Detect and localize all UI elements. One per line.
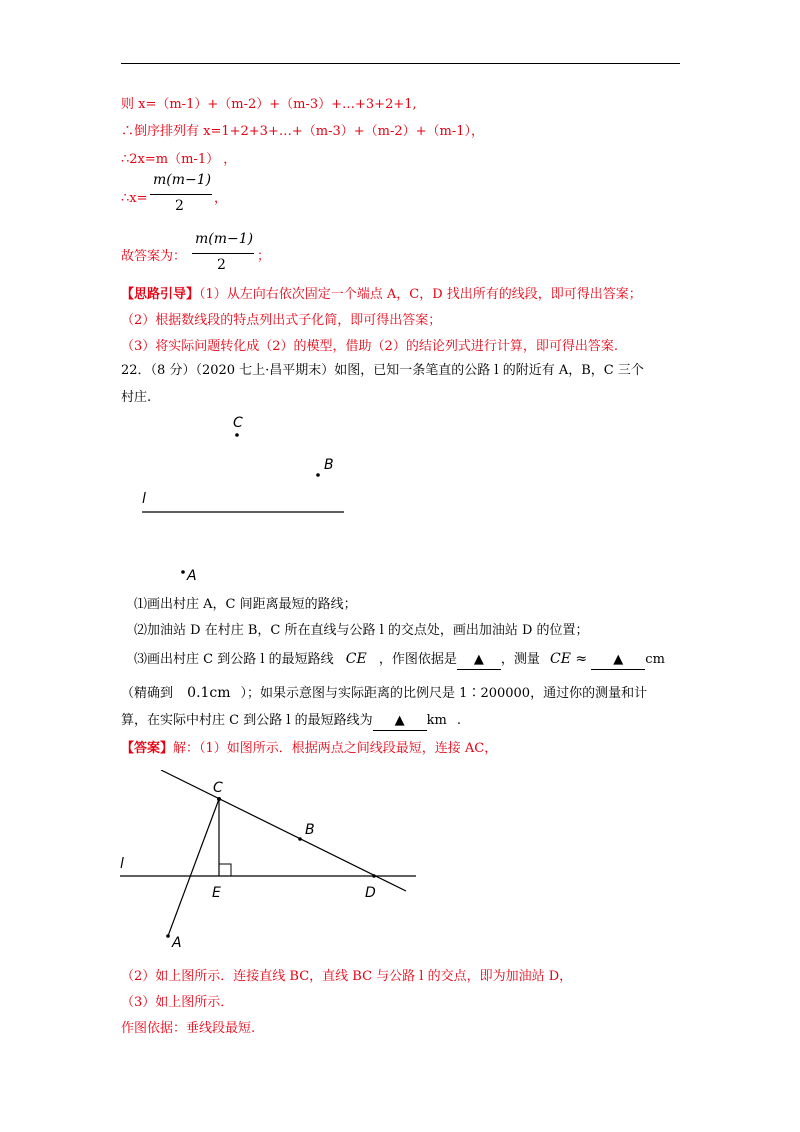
line-bc — [161, 770, 406, 891]
part-3-text-b: ，作图依据是 — [378, 652, 457, 667]
question-part-3 — [134, 650, 665, 670]
part-3-text-c: ，测量 — [500, 652, 540, 667]
question-header — [121, 362, 644, 380]
label-a: A — [187, 568, 197, 584]
label-c: C — [213, 780, 223, 796]
figure-solution — [115, 770, 425, 955]
precision-value: 0.1cm — [187, 685, 231, 701]
part-3-end: . — [456, 713, 461, 728]
question-header-text: （8 分）（2020 七上·昌平期末）如图，已知一条笔直的公路 l 的附近有 A，B，C 三个 — [150, 363, 644, 378]
part-3-scale-text: ）；如果示意图与实际距离的比例尺是 1∶200000，通过你的测量和计 — [240, 686, 648, 701]
question-number: 22． — [121, 363, 151, 378]
answer-suffix: ； — [257, 249, 271, 264]
unit-km: km — [426, 713, 447, 728]
question-part-3-line-3 — [121, 712, 461, 731]
hint-line-1 — [121, 286, 642, 304]
hint-item-2: （2）根据数线段的特点列出式子化简，即可得出答案； — [121, 313, 442, 328]
point-b — [316, 473, 320, 477]
segment-ce: CE — [345, 651, 367, 667]
label-a: A — [172, 935, 182, 951]
unit-cm: cm — [645, 652, 665, 667]
answer-line-3: （3）如上图所示． — [121, 995, 234, 1010]
part-3-distance-text: 算，在实际中村庄 C 到公路 l 的最短路线为 — [121, 713, 373, 728]
point-a — [181, 570, 185, 574]
segment-ce-approx: CE ≈ — [550, 651, 588, 667]
solution-line-1: 则 x=（m-1）+（m-2）+（m-3）+…+3+2+1, — [121, 97, 417, 112]
label-d: D — [365, 885, 376, 901]
fraction-denominator: 2 — [175, 198, 184, 214]
label-b: B — [305, 822, 315, 838]
solution-line-4-prefix: ∴x= — [121, 191, 148, 206]
segment-ac — [168, 799, 219, 936]
answer-line-4: 作图依据：垂线段最短. — [121, 1021, 256, 1036]
label-l: l — [142, 491, 146, 507]
hint-item-1: （1）从左向右依次固定一个端点 A，C，D 找出所有的线段，即可得出答案； — [199, 287, 642, 302]
question-part-2: ⑵加油站 D 在村庄 B，C 所在直线与公路 l 的交点处，画出加油站 D 的位置； — [134, 623, 589, 638]
hint-tag: 【思路引导】 — [121, 287, 200, 302]
point-d — [372, 874, 376, 878]
question-header-cont: 村庄. — [121, 390, 152, 405]
part-3-precision-label: （精确到 — [121, 686, 174, 701]
point-c — [235, 433, 239, 437]
fraction-numerator: m(m−1) — [153, 172, 212, 188]
part-3-text-a: ⑶画出村庄 C 到公路 l 的最短路线 — [134, 652, 334, 667]
answer-blank-distance[interactable]: ▲ — [373, 712, 427, 731]
answer-prefix: 故答案为： — [121, 249, 187, 264]
hint-item-3: （3）将实际问题转化成（2）的模型，借助（2）的结论列式进行计算，即可得出答案. — [121, 339, 618, 354]
fraction-bar — [150, 194, 212, 195]
point-c — [217, 797, 221, 801]
fraction-denominator: 2 — [217, 257, 226, 273]
question-part-3-line-2 — [121, 684, 647, 703]
point-a — [166, 934, 170, 938]
solution-line-3: ∴2x=m（m-1） ， — [121, 152, 237, 167]
right-angle-mark — [219, 864, 231, 876]
answer-blank-length[interactable]: ▲ — [591, 651, 645, 670]
fraction-numerator: m(m−1) — [195, 231, 254, 247]
question-part-1: ⑴画出村庄 A，C 间距离最短的路线； — [134, 597, 357, 612]
answer-intro: 解：（1）如图所示．根据两点之间线段最短，连接 AC， — [173, 741, 498, 756]
answer-tag: 【答案】 — [121, 741, 174, 756]
label-b: B — [324, 457, 334, 473]
label-c: C — [233, 415, 243, 431]
fraction-bar — [192, 253, 254, 254]
answer-blank-basis[interactable]: ▲ — [457, 651, 501, 670]
label-e: E — [212, 885, 221, 901]
header-rule — [121, 63, 680, 64]
solution-line-4-suffix: ， — [214, 191, 228, 206]
answer-line-2: （2）如上图所示．连接直线 BC，直线 BC 与公路 l 的交点，即为加油站 D， — [121, 969, 573, 984]
solution-line-2: ∴倒序排列有 x=1+2+3+…+（m-3）+（m-2）+（m-1）， — [121, 124, 484, 139]
point-b — [298, 837, 302, 841]
label-l: l — [120, 856, 124, 872]
figure-villages — [121, 405, 361, 590]
answer-line-1 — [121, 740, 497, 758]
